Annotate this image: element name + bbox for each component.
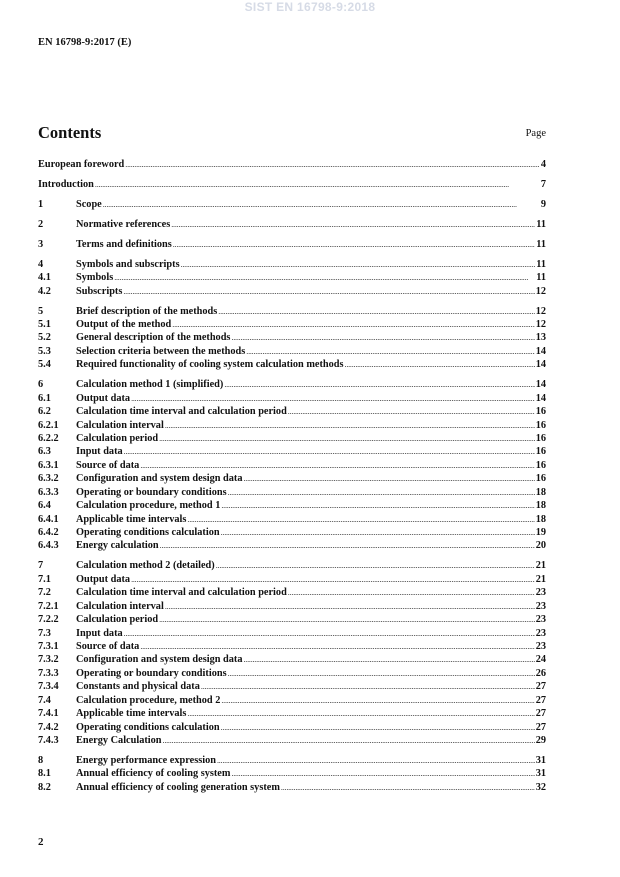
toc-entry-page: 11 [536,272,546,284]
dot-leader [231,767,534,780]
toc-entry-page: 20 [535,540,546,552]
dot-leader [228,667,535,680]
toc-entry-number: 6.2.2 [38,432,59,444]
dot-leader [221,499,534,512]
toc-entry[interactable] [38,559,546,572]
toc-entry-number: 1 [38,198,44,210]
toc-entry[interactable] [38,158,546,171]
dot-leader [125,158,540,171]
toc-entry-number: 7.3.4 [38,681,59,693]
toc-entry[interactable] [38,680,546,693]
toc-entry-number: 6.4 [38,500,51,512]
toc-entry-page: 23 [535,600,546,612]
toc-entry-page: 27 [535,681,546,693]
toc-entry-number: 7.3.2 [38,654,59,666]
toc-entry-number: 5 [38,305,44,317]
toc-entry[interactable] [38,392,546,405]
toc-entry[interactable] [38,767,546,780]
toc-entry-title: Calculation procedure, method 2 [76,694,221,706]
toc-entry[interactable] [38,258,546,271]
toc-entry[interactable] [38,573,546,586]
dot-leader [165,600,535,613]
toc-entry-number: 3 [38,238,44,250]
toc-entry-page: 12 [535,305,546,317]
toc-entry-page: 11 [536,218,546,230]
toc-entry-title: Operating or boundary conditions [76,667,227,679]
toc-entry-title: Calculation procedure, method 1 [76,500,221,512]
toc-entry-title: Source of data [76,459,140,471]
toc-entry-title: Calculation period [76,614,159,626]
toc-entry[interactable] [38,285,546,298]
toc-entry[interactable] [38,754,546,767]
dot-leader [345,358,535,371]
toc-entry[interactable] [38,405,546,418]
toc-entry-page: 13 [535,332,546,344]
toc-entry-number: 4 [38,258,44,270]
toc-entry-page: 16 [535,432,546,444]
dot-leader [131,392,535,405]
toc-entry-title: Operating conditions calculation [76,527,220,538]
toc-entry[interactable] [38,513,546,526]
toc-entry-page: 11 [536,258,546,270]
toc-entry-title: Configuration and system design data [76,473,243,485]
toc-entry-title: Calculation time interval and calculation period [76,587,287,599]
toc-entry[interactable] [38,600,546,613]
dot-leader [171,218,535,231]
toc-entry-number: 7.1 [38,573,51,585]
toc-entry-page: 12 [535,318,546,330]
toc-entry-title: Brief description of the methods [76,305,218,317]
toc-entry-page: 11 [536,238,546,250]
toc-entry-page: 23 [535,627,546,639]
dot-leader [172,318,534,331]
toc-entry-page: 14 [535,359,546,371]
toc-entry-page: 12 [535,285,546,297]
watermark: SIST EN 16798-9:2018 [244,0,376,14]
toc-entry-title: Selection criteria between the methods [76,345,246,357]
toc-entry-number: 6.4.1 [38,513,59,525]
toc-entry-number: 7.4.2 [38,721,59,733]
toc-entry-page: 7 [540,178,546,190]
dot-leader [201,680,535,693]
toc-entry-page: 21 [535,573,546,585]
toc-entry-page: 32 [535,781,546,793]
toc-entry[interactable] [38,432,546,445]
toc-entry-title: Calculation period [76,432,159,444]
toc-entry[interactable] [38,499,546,512]
dot-leader [181,258,536,271]
toc-entry[interactable] [38,218,546,231]
toc-entry-page: 31 [535,768,546,780]
toc-entry-page: 4 [540,159,546,170]
toc-entry-title: Calculation interval [76,419,164,431]
toc-entry-number: 7.2.1 [38,600,59,612]
toc-entry-number: 4.1 [38,272,51,284]
dot-leader [187,513,534,526]
toc-entry-title: Terms and definitions [76,238,172,250]
toc-entry-title: Operating conditions calculation [76,721,220,733]
dot-leader [95,178,540,191]
toc-entry[interactable] [38,586,546,599]
toc-entry-page: 16 [535,473,546,485]
table-of-contents [38,158,546,794]
toc-entry-title: Source of data [76,641,140,652]
toc-entry[interactable] [38,178,546,191]
toc-entry-number: 6.3.3 [38,486,59,498]
toc-entry-number: 8 [38,755,44,766]
toc-entry-title: Scope [76,198,102,210]
toc-entry[interactable] [38,734,546,747]
dot-leader [131,573,535,586]
toc-entry-number: 5.4 [38,359,51,371]
toc-entry-number: 7.2.2 [38,614,59,626]
dot-leader [246,345,534,358]
contents-heading: Contents [38,123,102,142]
toc-entry-number: 6.3.1 [38,459,59,471]
toc-entry-title: Input data [76,627,123,639]
toc-entry-title: Configuration and system design data [76,654,243,666]
toc-entry-title: Symbols [76,272,114,284]
toc-entry[interactable] [38,640,546,653]
toc-entry-number: 5.3 [38,345,51,357]
dot-leader [114,271,535,284]
toc-entry-title: Calculation time interval and calculation period [76,406,287,418]
dot-leader [221,694,534,707]
toc-entry-page: 31 [535,755,546,766]
dot-leader [140,459,534,472]
toc-entry-number: 8.1 [38,768,51,780]
toc-entry-number: 7 [38,560,44,572]
toc-entry-page: 24 [535,654,546,666]
toc-entry[interactable] [38,358,546,371]
toc-entry-title: Energy performance expression [76,755,216,766]
toc-entry-number: 2 [38,218,44,230]
toc-entry[interactable] [38,271,546,284]
dot-leader [244,653,535,666]
toc-entry-number: 6.2 [38,406,51,418]
toc-entry[interactable] [38,238,546,251]
page-column-label: Page [525,128,546,139]
dot-leader [221,526,535,539]
toc-entry-title: General description of the methods [76,332,231,344]
toc-entry[interactable] [38,721,546,734]
toc-entry[interactable] [38,627,546,640]
dot-leader [187,707,534,720]
toc-entry-number: 7.4.1 [38,708,59,720]
toc-entry-title: Calculation method 1 (simplified) [76,379,224,391]
toc-entry-title: Output data [76,392,131,404]
toc-entry-number: 7.3 [38,627,51,639]
dot-leader [231,331,534,344]
toc-entry-page: 19 [535,527,546,538]
dot-leader [159,432,535,445]
dot-leader [159,613,535,626]
dot-leader [103,198,540,211]
toc-entry[interactable] [38,486,546,499]
toc-entry[interactable] [38,472,546,485]
toc-entry-title: Constants and physical data [76,681,200,693]
toc-entry[interactable] [38,198,546,211]
toc-entry-page: 27 [535,721,546,733]
document-id: EN 16798-9:2017 (E) [38,37,132,48]
toc-entry-title: Operating or boundary conditions [76,486,227,498]
toc-entry-page: 16 [535,459,546,471]
toc-entry[interactable] [38,445,546,458]
dot-leader [123,285,534,298]
page-number: 2 [38,836,44,848]
dot-leader [124,445,535,458]
toc-entry-number: 5.1 [38,318,51,330]
toc-entry-page: 23 [535,614,546,626]
dot-leader [216,559,535,572]
dot-leader [124,627,535,640]
dot-leader [165,419,535,432]
dot-leader [288,586,535,599]
toc-entry[interactable] [38,305,546,318]
toc-entry-title: Energy Calculation [76,735,162,747]
toc-entry-number: 6.3.2 [38,473,59,485]
toc-entry[interactable] [38,694,546,707]
toc-entry-number: 7.3.3 [38,667,59,679]
toc-entry-title: Output data [76,573,131,585]
toc-entry-title: Input data [76,446,123,458]
toc-entry-number: 6.3 [38,446,51,458]
toc-entry-title: Calculation method 2 (detailed) [76,560,215,572]
toc-entry[interactable] [38,781,546,794]
dot-leader [224,378,534,391]
dot-leader [173,238,536,251]
toc-entry-number: 6.4.2 [38,527,59,538]
toc-entry-page: 14 [535,379,546,391]
toc-entry-title: Calculation interval [76,600,164,612]
toc-entry-title: Annual efficiency of cooling system [76,768,231,780]
toc-entry-title: Normative references [76,218,171,230]
toc-entry[interactable] [38,345,546,358]
toc-entry-title: Applicable time intervals [76,513,187,525]
toc-entry-number: 6.4.3 [38,540,59,552]
toc-entry-page: 27 [535,708,546,720]
dot-leader [221,721,535,734]
toc-entry-number: 7.4 [38,694,51,706]
toc-entry-page: 16 [535,446,546,458]
toc-entry-title: Energy calculation [76,540,159,552]
toc-entry-title: Applicable time intervals [76,708,187,720]
toc-entry-page: 14 [535,392,546,404]
toc-entry-page: 14 [535,345,546,357]
toc-entry-page: 16 [535,406,546,418]
toc-entry-number: 7.3.1 [38,641,59,652]
toc-entry[interactable] [38,318,546,331]
toc-entry-title: Symbols and subscripts [76,258,180,270]
toc-entry-number: 6 [38,379,44,391]
toc-entry[interactable] [38,459,546,472]
toc-entry-number: 8.2 [38,781,51,793]
toc-entry-title: Annual efficiency of cooling generation system [76,781,280,793]
toc-entry-number: 7.2 [38,587,51,599]
toc-entry[interactable] [38,539,546,552]
toc-entry-title: Subscripts [76,285,123,297]
toc-entry[interactable] [38,419,546,432]
toc-entry-page: 18 [535,500,546,512]
dot-leader [281,781,535,794]
toc-entry-number: 6.2.1 [38,419,59,431]
dot-leader [140,640,534,653]
toc-entry[interactable] [38,707,546,720]
toc-entry-number: 5.2 [38,332,51,344]
dot-leader [288,405,535,418]
dot-leader [217,754,535,767]
toc-entry-page: 26 [535,667,546,679]
toc-entry[interactable] [38,331,546,344]
toc-entry-title: Output of the method [76,318,172,330]
dot-leader [163,734,535,747]
toc-entry[interactable] [38,667,546,680]
toc-entry[interactable] [38,613,546,626]
toc-entry-page: 21 [535,560,546,572]
toc-entry-title: Introduction [38,178,94,190]
toc-entry-number: 6.1 [38,392,51,404]
toc-entry[interactable] [38,526,546,539]
toc-entry-page: 18 [535,486,546,498]
dot-leader [160,539,535,552]
toc-entry-page: 23 [535,587,546,599]
toc-entry-page: 27 [535,694,546,706]
toc-entry-page: 16 [535,419,546,431]
dot-leader [244,472,535,485]
toc-entry-page: 9 [540,198,546,210]
toc-entry-page: 18 [535,513,546,525]
toc-entry[interactable] [38,378,546,391]
toc-entry-page: 23 [535,641,546,652]
toc-entry-title: European foreword [38,159,125,170]
toc-entry-title: Required functionality of cooling system calculation methods [76,359,344,371]
toc-entry-number: 7.4.3 [38,735,59,747]
dot-leader [218,305,534,318]
dot-leader [228,486,535,499]
toc-entry[interactable] [38,653,546,666]
toc-entry-page: 29 [535,735,546,747]
toc-entry-number: 4.2 [38,285,51,297]
